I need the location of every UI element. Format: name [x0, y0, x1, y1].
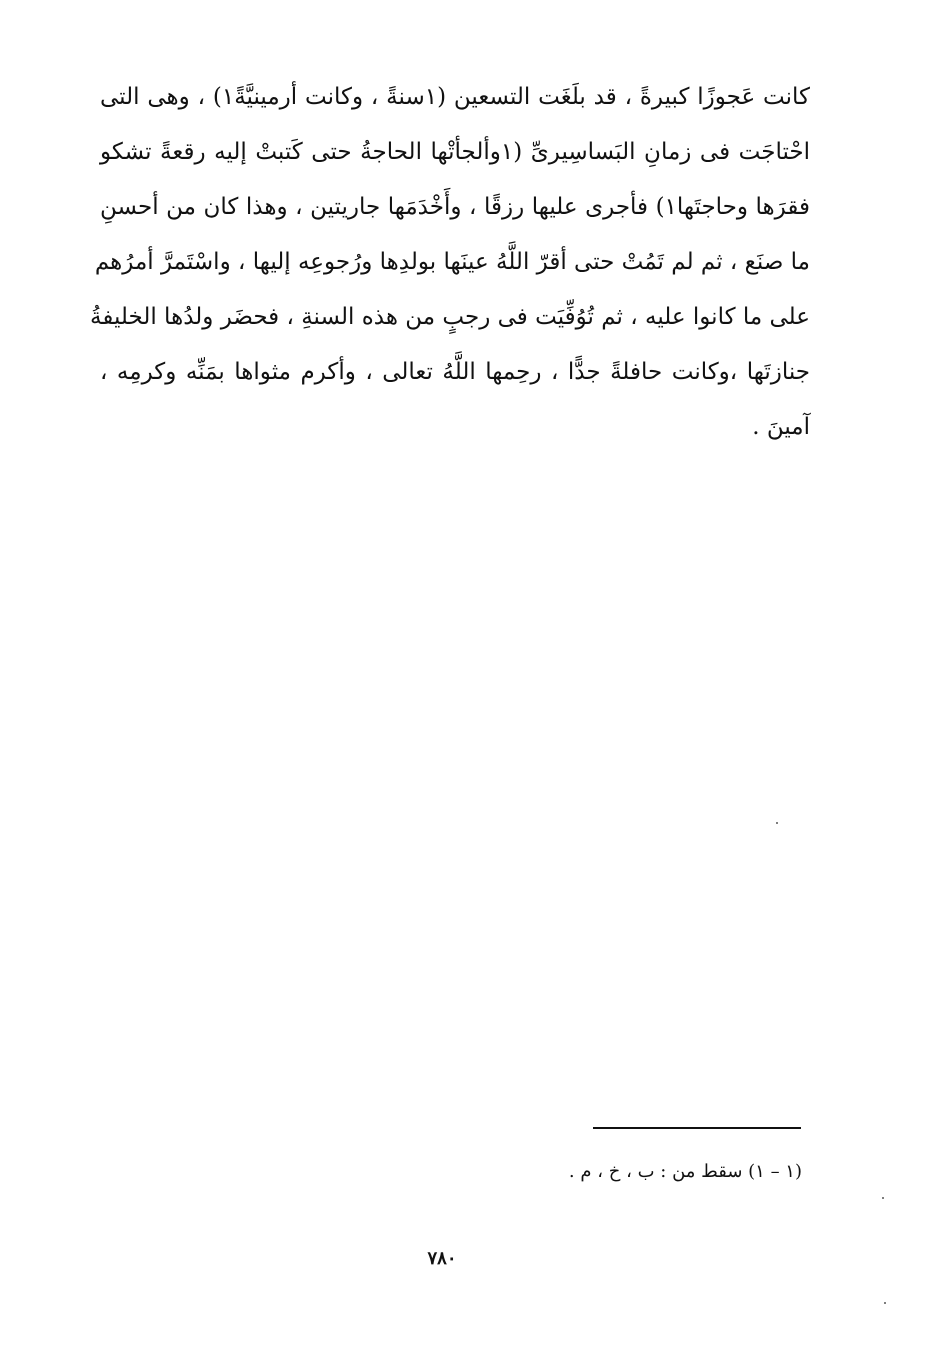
scan-speck: [776, 822, 778, 824]
text-line: احْتاجَت فى زمانِ البَساسِيرىِّ (١وألجأتْها الحاجةُ حتى كَتبتْ إليه رقعةً تشكو: [100, 139, 810, 165]
body-paragraph: [89, 70, 810, 455]
scan-speck: [882, 1197, 884, 1199]
footnote-separator: [593, 1127, 801, 1129]
scan-speck: [884, 1302, 886, 1304]
text-line: كانت عَجوزًا كبيرةً ، قد بلَغَت التسعين (١سنةً ، وكانت أرمينيَّةً١) ، وهى التى: [100, 84, 810, 110]
text-line: ما صنَع ، ثم لم تَمُتْ حتى أقرّ اللَّهُ عينَها بولدِها ورُجوعِه إليها ، واسْتَمرَّ أمرُهم: [94, 249, 810, 275]
text-line: على ما كانوا عليه ، ثم تُوُفِّيَت فى رجبٍ من هذه السنةِ ، فحضَر ولدُها الخليفةُ: [89, 304, 810, 330]
text-line: جنازتَها ،وكانت حافلةً جدًّا ، رحِمها اللَّهُ تعالى ، وأكرم مثواها بمَنِّه وكرمِه ،: [100, 359, 810, 385]
page-number: ٧٨٠: [427, 1248, 457, 1269]
text-line: فقرَها وحاجتَها١) فأجرى عليها رزقًا ، وأَخْدَمَها جاريتين ، وهذا كان من أحسنِ: [100, 194, 810, 220]
footnote: (١ – ١) سقط من : ب ، خ ، م .: [568, 1161, 802, 1182]
text-line-last: آمينَ .: [752, 414, 810, 440]
